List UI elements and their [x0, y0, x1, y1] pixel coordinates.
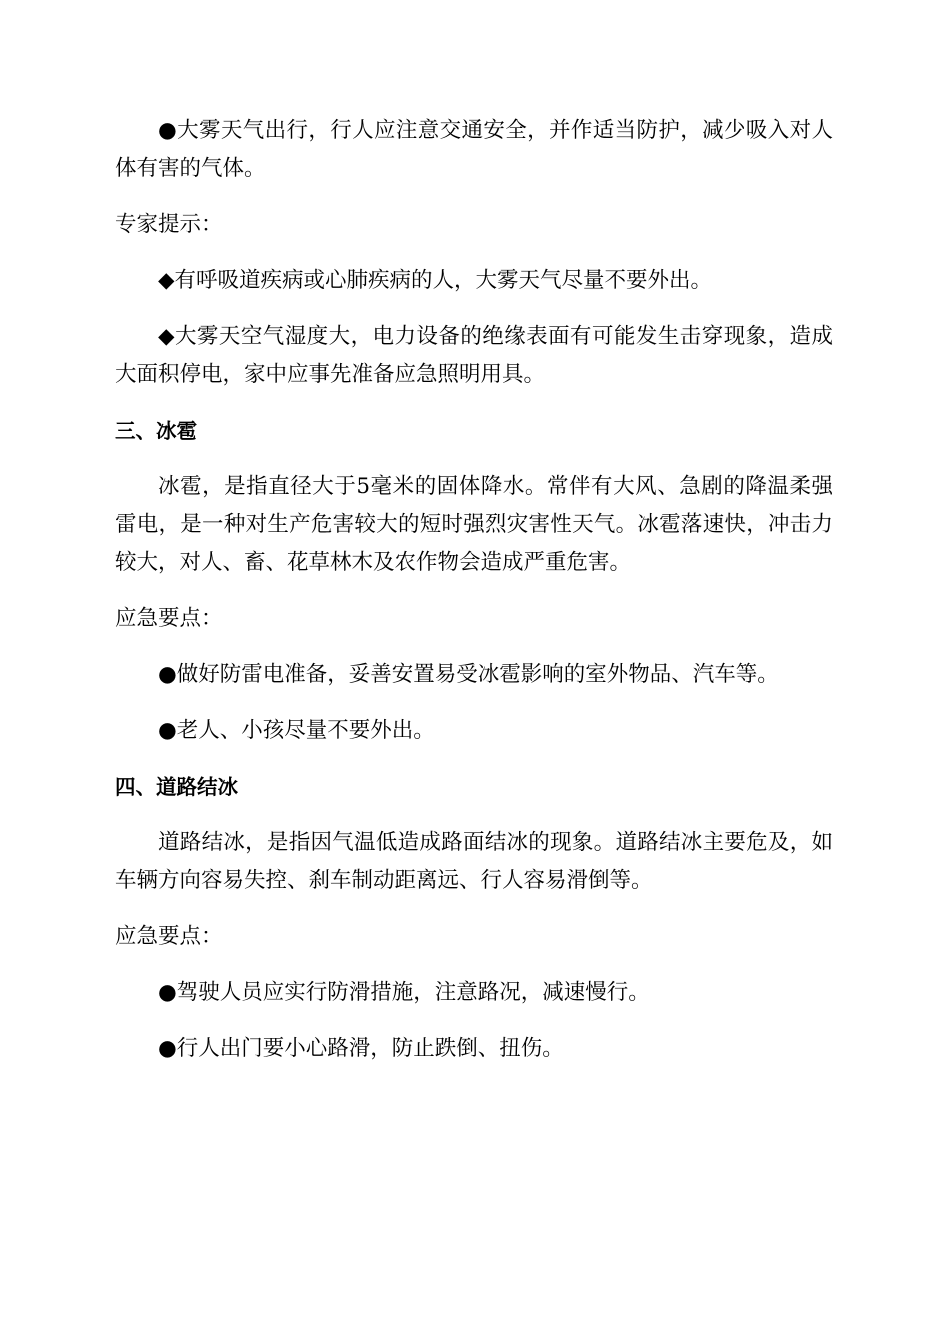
hail-emergency-label: 应急要点： — [115, 606, 223, 631]
section-heading-road-ice: 四、道路结冰 — [115, 775, 238, 799]
hail-tip-lightning: ●做好防雷电准备，妥善安置易受冰雹影响的室外物品、汽车等。 — [158, 662, 779, 687]
power-outage-tip: ◆大雾天空气湿度大，电力设备的绝缘表面有可能发生击穿现象，造成大面积停电，家中应事先准备应急照明用具。 — [115, 324, 833, 387]
document-page — [115, 112, 833, 1068]
respiratory-tip: ◆有呼吸道疾病或心肺疾病的人，大雾天气尽量不要外出。 — [158, 268, 713, 293]
section-heading-hail: 三、冰雹 — [115, 419, 197, 443]
road-ice-tip-pedestrians: ●行人出门要小心路滑，防止跌倒、扭伤。 — [158, 1036, 564, 1061]
fog-travel-tip: ●大雾天气出行，行人应注意交通安全，并作适当防护，减少吸入对人体有害的气体。 — [115, 118, 833, 181]
expert-tips-label: 专家提示： — [115, 212, 223, 237]
hail-tip-elderly: ●老人、小孩尽量不要外出。 — [158, 718, 435, 743]
road-ice-emergency-label: 应急要点： — [115, 924, 223, 949]
road-ice-description: 道路结冰，是指因气温低造成路面结冰的现象。道路结冰主要危及，如车辆方向容易失控、刹车制动距离远、行人容易滑倒等。 — [115, 830, 833, 893]
hail-description: 冰雹，是指直径大于5毫米的固体降水。常伴有大风、急剧的降温柔强雷电，是一种对生产危害较大的短时强烈灾害性天气。冰雹落速快，冲击力较大，对人、畜、花草林木及农作物会造成严重危害。 — [115, 474, 833, 575]
road-ice-tip-drivers: ●驾驶人员应实行防滑措施，注意路况，减速慢行。 — [158, 980, 650, 1005]
